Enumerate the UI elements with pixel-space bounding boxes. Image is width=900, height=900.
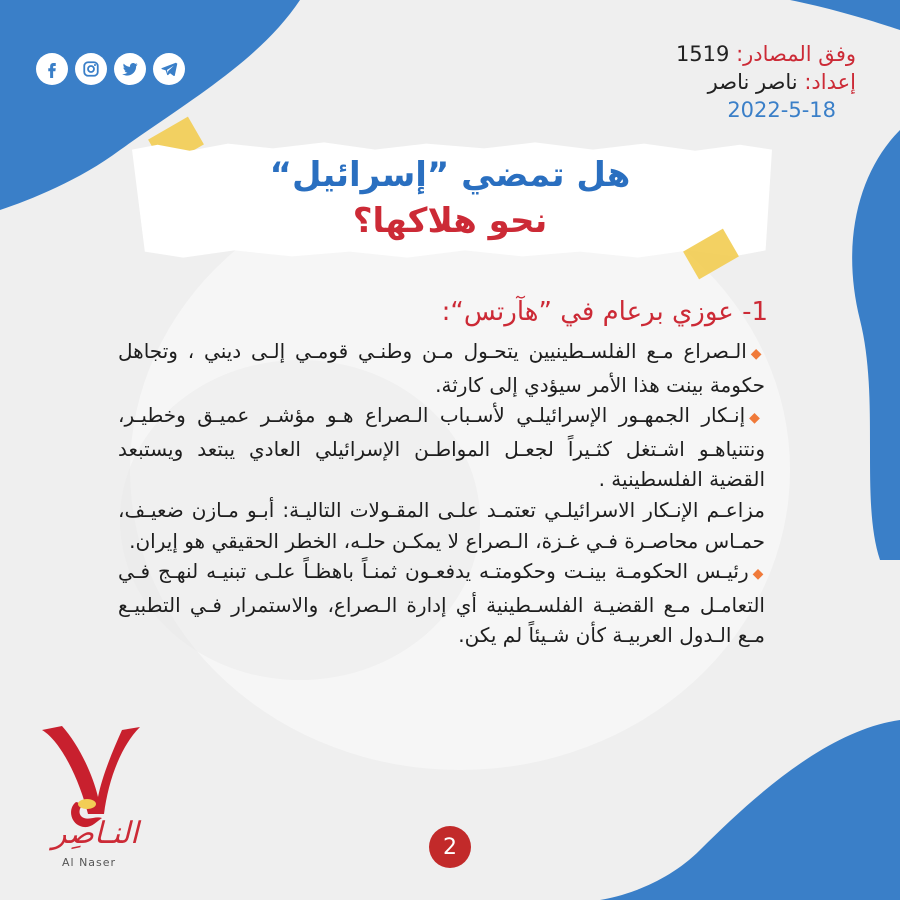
bullet-icon: ◆ bbox=[752, 566, 765, 583]
paragraph: ◆إنـكار الجمهـور الإسرائيلـي لأسـباب الـصراع هـو مؤشـر عميـق وخطيـر، ونتنياهـو اشـتغل كثـيراً لجعـل المواطـن الإسرائيلي العادي يبتعد ويستبعد القضية الفلسطينية . bbox=[118, 403, 765, 492]
telegram-icon[interactable] bbox=[153, 53, 185, 85]
logo-arabic-text: النـاصِر bbox=[52, 816, 139, 851]
twitter-icon[interactable] bbox=[114, 53, 146, 85]
publish-date: 2022-5-18 bbox=[727, 98, 836, 122]
article-body bbox=[118, 336, 765, 651]
facebook-icon[interactable] bbox=[36, 53, 68, 85]
bullet-icon: ◆ bbox=[749, 410, 765, 427]
paragraph: ◆الـصراع مـع الفلسـطينيين يتحـول مـن وطنـي قومـي إلـى ديني ، وتجاهل حكومة بينت هذا الأمر سيؤدي إلى كارثة. bbox=[118, 339, 765, 397]
meta-info bbox=[676, 40, 856, 124]
section-heading: 1- عوزي برعام في ”هآرتس“: bbox=[441, 297, 768, 327]
instagram-icon[interactable] bbox=[75, 53, 107, 85]
source-count: وفق المصادر: 1519 bbox=[675, 42, 856, 66]
author: إعداد: ناصر ناصر bbox=[707, 70, 856, 94]
page-number: 2 bbox=[429, 826, 471, 868]
paragraph: مزاعـم الإنـكار الاسرائيلـي تعتمـد علـى المقـولات التاليـة: أبـو مـازن ضعيـف، حمـاس محاصـرة فـي غـزة، الـصراع لا يمكـن حلـه، الخطر الحقيقي هو إيران. bbox=[118, 497, 765, 553]
social-icons bbox=[36, 53, 185, 85]
paragraph: ◆رئيـس الحكومـة بينـت وحكومتـه يدفعـون ثمنـاً باهظـاً علـى تبنيـه لنهـج فـي التعامـل مـع القضيـة الفلسـطينية أي إدارة الـصراع، والاستمرار فـي التطبيـع مـع الـدول العربيـة كأن شـيئاً لم يكن. bbox=[118, 559, 765, 648]
page-title: هل تمضي ”إسرائيل“ نحو هلاكها؟ bbox=[269, 155, 631, 241]
logo-english-text: Al Naser bbox=[62, 856, 117, 869]
bullet-icon: ◆ bbox=[750, 346, 765, 362]
